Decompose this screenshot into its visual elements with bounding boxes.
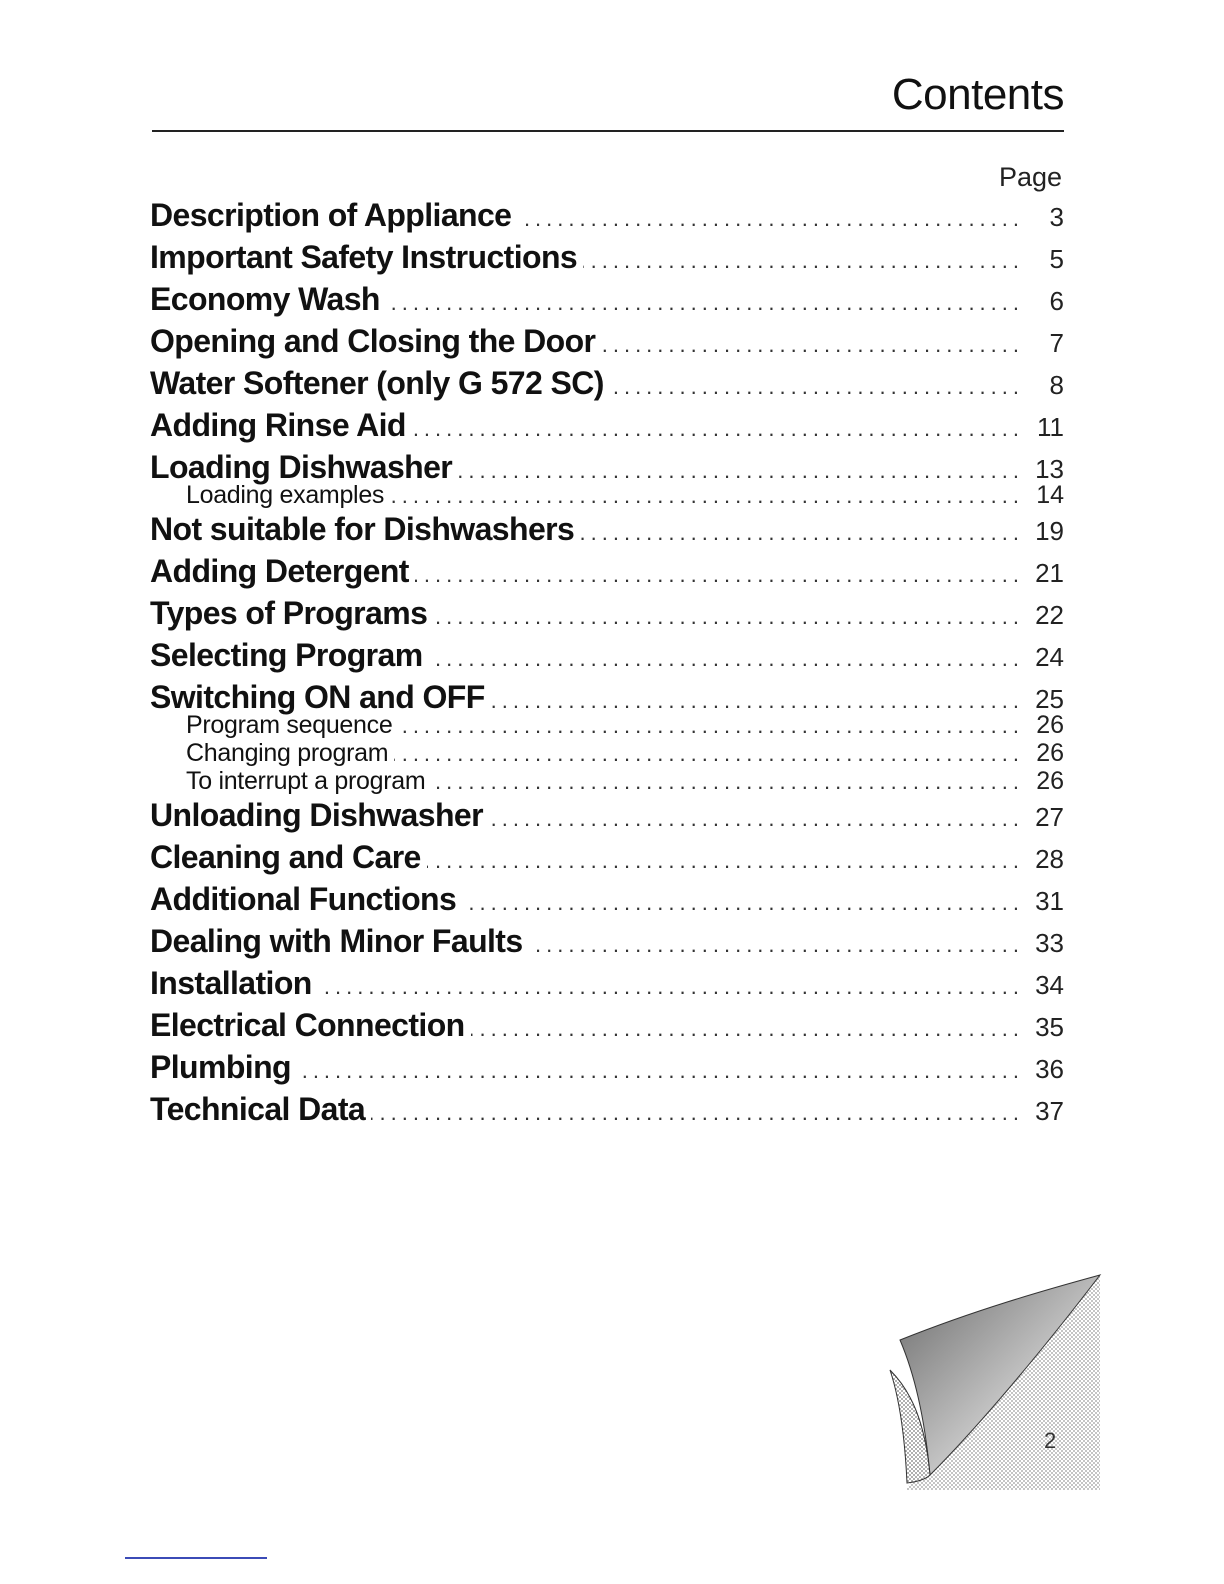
toc-entry[interactable] bbox=[150, 197, 1064, 239]
toc-entry[interactable] bbox=[150, 595, 1064, 637]
dot-leader bbox=[462, 890, 1024, 916]
toc-entry-page: 36 bbox=[1035, 1054, 1064, 1084]
dot-leader bbox=[415, 562, 1024, 588]
dot-leader bbox=[431, 769, 1024, 795]
toc-entry[interactable] bbox=[150, 839, 1064, 881]
toc-entry-label: Loading Dishwasher bbox=[150, 449, 453, 485]
toc-entry-page: 35 bbox=[1035, 1012, 1064, 1042]
toc-entry-page: 7 bbox=[1049, 328, 1064, 358]
toc-entry-label: Program sequence bbox=[186, 711, 393, 739]
page-column-label: Page bbox=[998, 162, 1062, 192]
toc-entry-label: Plumbing bbox=[150, 1049, 291, 1085]
title-divider bbox=[152, 130, 1064, 132]
toc-entry-page: 22 bbox=[1035, 600, 1064, 630]
toc-subentry[interactable] bbox=[150, 711, 1064, 739]
dot-leader bbox=[491, 688, 1024, 714]
toc-entry[interactable] bbox=[150, 1049, 1064, 1091]
table-of-contents bbox=[150, 197, 1064, 1133]
toc-entry-label: Cleaning and Care bbox=[150, 839, 421, 875]
toc-entry-label: Types of Programs bbox=[150, 595, 428, 631]
toc-entry[interactable] bbox=[150, 239, 1064, 281]
page-number: 2 bbox=[1044, 1428, 1057, 1453]
toc-entry-label: Installation bbox=[150, 965, 312, 1001]
toc-entry[interactable] bbox=[150, 881, 1064, 923]
toc-entry-label: Water Softener (only G 572 SC) bbox=[150, 365, 604, 401]
page-title: Contents bbox=[891, 70, 1064, 119]
toc-entry-label: Not suitable for Dishwashers bbox=[150, 511, 575, 547]
toc-entry-page: 31 bbox=[1035, 886, 1064, 916]
toc-entry-page: 6 bbox=[1049, 286, 1064, 316]
dot-leader bbox=[433, 604, 1024, 630]
toc-entry-page: 28 bbox=[1035, 844, 1064, 874]
toc-entry-page: 21 bbox=[1035, 558, 1064, 588]
toc-entry-label: Changing program bbox=[186, 739, 389, 767]
link-underline bbox=[125, 1557, 267, 1559]
toc-entry-page: 5 bbox=[1049, 244, 1064, 274]
dot-leader bbox=[371, 1100, 1024, 1126]
toc-entry-label: Technical Data bbox=[150, 1091, 366, 1127]
dot-leader bbox=[386, 290, 1024, 316]
dot-leader bbox=[471, 1016, 1024, 1042]
toc-subentry[interactable] bbox=[150, 767, 1064, 795]
toc-entry-page: 27 bbox=[1035, 802, 1064, 832]
toc-entry[interactable] bbox=[150, 1007, 1064, 1049]
toc-entry-page: 19 bbox=[1035, 516, 1064, 546]
dot-leader bbox=[517, 206, 1024, 232]
toc-entry-page: 26 bbox=[1036, 767, 1064, 795]
toc-entry[interactable] bbox=[150, 511, 1064, 553]
toc-entry[interactable] bbox=[150, 407, 1064, 449]
toc-entry-page: 3 bbox=[1049, 202, 1064, 232]
toc-entry-label: Loading examples bbox=[186, 481, 385, 509]
toc-entry-label: Additional Functions bbox=[150, 881, 457, 917]
toc-entry-label: Electrical Connection bbox=[150, 1007, 465, 1043]
toc-entry-label: Economy Wash bbox=[150, 281, 380, 317]
toc-entry-label: To interrupt a program bbox=[186, 767, 426, 795]
dot-leader bbox=[429, 646, 1024, 672]
toc-entry-page: 24 bbox=[1035, 642, 1064, 672]
toc-entry[interactable] bbox=[150, 323, 1064, 365]
toc-subentry[interactable] bbox=[150, 481, 1064, 509]
dot-leader bbox=[390, 483, 1024, 509]
toc-entry-page: 8 bbox=[1049, 370, 1064, 400]
dot-leader bbox=[297, 1058, 1024, 1084]
toc-entry-label: Description of Appliance bbox=[150, 197, 512, 233]
dot-leader bbox=[427, 848, 1024, 874]
toc-entry[interactable] bbox=[150, 553, 1064, 595]
toc-entry[interactable] bbox=[150, 281, 1064, 323]
toc-entry[interactable] bbox=[150, 923, 1064, 965]
dot-leader bbox=[580, 520, 1024, 546]
toc-entry-label: Unloading Dishwasher bbox=[150, 797, 483, 833]
toc-entry-label: Opening and Closing the Door bbox=[150, 323, 596, 359]
toc-entry[interactable] bbox=[150, 1091, 1064, 1133]
dot-leader bbox=[318, 974, 1024, 1000]
dot-leader bbox=[394, 741, 1024, 767]
toc-entry-label: Important Safety Instructions bbox=[150, 239, 578, 275]
dot-leader bbox=[583, 248, 1024, 274]
toc-entry-page: 34 bbox=[1035, 970, 1064, 1000]
dot-leader bbox=[398, 713, 1024, 739]
toc-entry-label: Adding Rinse Aid bbox=[150, 407, 406, 443]
dot-leader bbox=[601, 332, 1024, 358]
toc-entry-page: 25 bbox=[1035, 684, 1064, 714]
toc-entry[interactable] bbox=[150, 797, 1064, 839]
toc-entry-label: Switching ON and OFF bbox=[150, 679, 485, 715]
toc-entry[interactable] bbox=[150, 365, 1064, 407]
toc-entry-label: Selecting Program bbox=[150, 637, 423, 673]
page-curl-graphic bbox=[885, 1270, 1105, 1500]
dot-leader bbox=[489, 806, 1024, 832]
dot-leader bbox=[412, 416, 1024, 442]
toc-entry-page: 37 bbox=[1035, 1096, 1064, 1126]
toc-subentry[interactable] bbox=[150, 739, 1064, 767]
toc-entry-page: 13 bbox=[1035, 454, 1064, 484]
toc-entry-page: 11 bbox=[1037, 412, 1064, 442]
toc-entry-page: 14 bbox=[1036, 481, 1064, 509]
dot-leader bbox=[458, 458, 1024, 484]
dot-leader bbox=[610, 374, 1024, 400]
toc-entry-page: 26 bbox=[1036, 739, 1064, 767]
toc-entry-label: Adding Detergent bbox=[150, 553, 409, 589]
toc-entry[interactable] bbox=[150, 637, 1064, 679]
toc-entry-page: 33 bbox=[1035, 928, 1064, 958]
dot-leader bbox=[529, 932, 1024, 958]
toc-entry-page: 26 bbox=[1036, 711, 1064, 739]
toc-entry-label: Dealing with Minor Faults bbox=[150, 923, 523, 959]
toc-entry[interactable] bbox=[150, 965, 1064, 1007]
